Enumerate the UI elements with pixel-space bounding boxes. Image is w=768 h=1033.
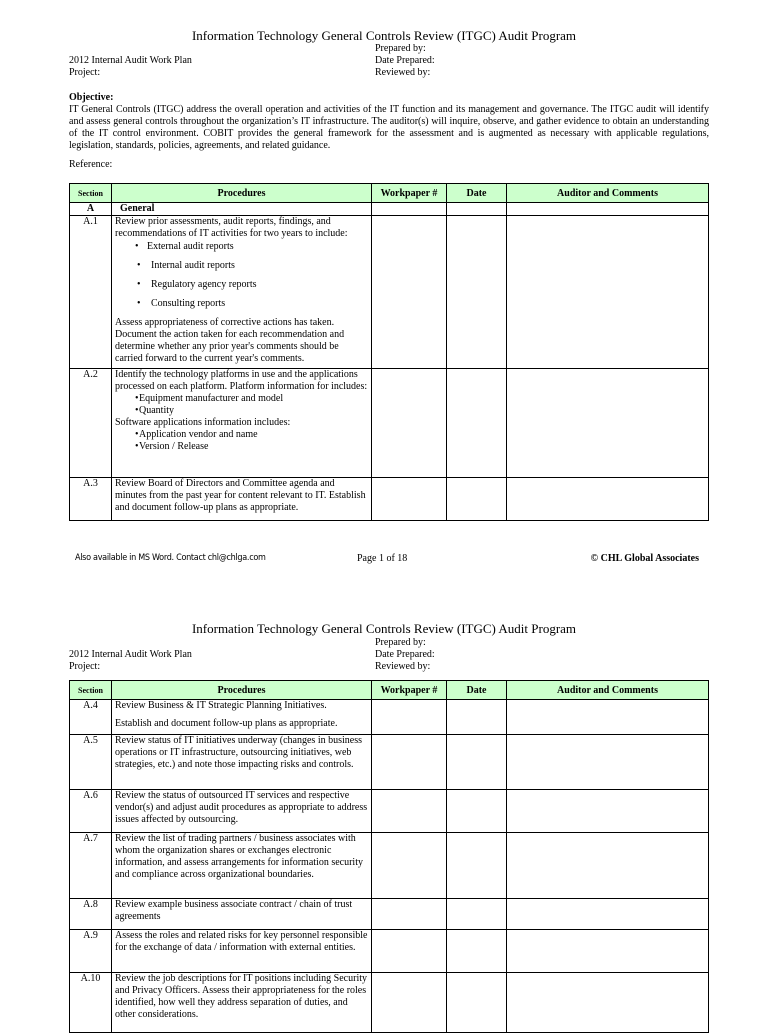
date-cell[interactable] [447,216,507,369]
section-cell: A.8 [70,899,112,930]
date-prepared-label: Date Prepared: [375,649,435,660]
section-cell: A.5 [70,735,112,790]
list-item: • Version / Release [115,441,368,453]
audit-procedures-table [69,183,709,521]
section-cell: A.10 [70,973,112,1033]
date-cell[interactable] [447,203,507,216]
table-row [70,735,709,790]
auditor-comments-header: Auditor and Comments [507,681,709,700]
page-number: Page 1 of 18 [357,553,408,564]
procedures-header: Procedures [112,681,372,700]
section-cell: A.3 [70,478,112,521]
audit-procedures-table [69,680,709,1033]
procedure-cell: Review the list of trading partners / business associates with whom the organization shares or exchanges electronic information, and assess arrangements for information security and compliance across organizational boundaries. [112,833,372,899]
table-row [70,203,709,216]
reviewed-by-label: Reviewed by: [375,67,431,78]
procedure-cell: Review Board of Directors and Committee agenda and minutes from the past year for content relevant to IT. Establish and document follow-up plans as appropriate. [112,478,372,521]
work-plan-label: 2012 Internal Audit Work Plan [69,649,192,660]
date-prepared-label: Date Prepared: [375,55,435,66]
workpaper-cell[interactable] [372,899,447,930]
work-plan-label: 2012 Internal Audit Work Plan [69,55,192,66]
date-header: Date [447,184,507,203]
section-header: Section [70,184,112,203]
date-header: Date [447,681,507,700]
workpaper-cell[interactable] [372,478,447,521]
section-cell: A [70,203,112,216]
date-cell[interactable] [447,790,507,833]
date-cell[interactable] [447,369,507,478]
comments-cell[interactable] [507,930,709,973]
comments-cell[interactable] [507,478,709,521]
plan-info [69,649,192,673]
reviewed-by-label: Reviewed by: [375,661,431,672]
procedure-cell [112,700,372,735]
procedure-cell: Assess the roles and related risks for key personnel responsible for the exchange of data / information with external entities. [112,930,372,973]
workpaper-cell[interactable] [372,790,447,833]
comments-cell[interactable] [507,735,709,790]
plan-info [69,55,192,79]
project-label: Project: [69,67,101,78]
procedure-text: Establish and document follow-up plans as appropriate. [115,718,338,729]
procedure-text: Identify the technology platforms in use and the applications processed on each platform. Platform information for includes: [115,369,368,392]
procedure-cell [112,216,372,369]
workpaper-cell[interactable] [372,700,447,735]
procedure-cell: Review example business associate contract / chain of trust agreements [112,899,372,930]
auditor-comments-header: Auditor and Comments [507,184,709,203]
list-item: • Application vendor and name [115,429,368,441]
comments-cell[interactable] [507,899,709,930]
contact-note: Also available in MS Word. Contact chl@chlga.com [75,553,266,563]
table-row [70,899,709,930]
procedure-text: Review Business & IT Strategic Planning Initiatives. [115,700,327,711]
procedure-cell: Review status of IT initiatives underway (changes in business operations or IT infrastructure, outsourcing initiatives, web strategies, etc.) and note those impacting risks and controls. [112,735,372,790]
workpaper-cell[interactable] [372,735,447,790]
workpaper-cell[interactable] [372,833,447,899]
procedure-text: Assess appropriateness of corrective actions has taken. Document the action taken for each recommendation and determine whether any prior year's comments should be carried forward to the current year's comments. [115,317,345,364]
comments-cell[interactable] [507,203,709,216]
preparer-info [375,43,435,79]
table-row [70,700,709,735]
date-cell[interactable] [447,478,507,521]
prepared-by-label: Prepared by: [375,637,426,648]
list-item: • External audit reports [115,241,368,253]
prepared-by-label: Prepared by: [375,43,426,54]
list-item: • Equipment manufacturer and model [115,393,368,405]
date-cell[interactable] [447,735,507,790]
section-cell: A.6 [70,790,112,833]
section-header: Section [70,681,112,700]
workpaper-cell[interactable] [372,203,447,216]
procedure-cell: Review the status of outsourced IT services and respective vendor(s) and adjust audit procedures as appropriate to address issues affected by outsourcing. [112,790,372,833]
section-cell: A.4 [70,700,112,735]
section-cell: A.7 [70,833,112,899]
table-row [70,930,709,973]
workpaper-cell[interactable] [372,369,447,478]
date-cell[interactable] [447,899,507,930]
section-cell: A.9 [70,930,112,973]
list-item: • Consulting reports [115,298,368,310]
table-header-row [70,681,709,700]
list-item: • Quantity [115,405,368,417]
objective-section [69,92,709,152]
comments-cell[interactable] [507,790,709,833]
procedure-cell: Review the job descriptions for IT positions including Security and Privacy Officers. Assess their appropriateness for the roles identified, how well they address separation of duties, and other considerations. [112,973,372,1033]
date-cell[interactable] [447,930,507,973]
workpaper-header: Workpaper # [372,681,447,700]
table-row [70,833,709,899]
section-cell: A.1 [70,216,112,369]
list-item: • Regulatory agency reports [115,279,368,291]
procedure-text: Software applications information includes: [115,417,291,428]
workpaper-cell[interactable] [372,216,447,369]
group-label: General [112,203,372,216]
procedures-header: Procedures [112,184,372,203]
table-row [70,216,709,369]
procedure-text: Review prior assessments, audit reports, findings, and recommendations of IT activities for two years to include: [115,216,348,239]
table-header-row [70,184,709,203]
workpaper-cell[interactable] [372,930,447,973]
table-row [70,790,709,833]
comments-cell[interactable] [507,369,709,478]
document-title: Information Technology General Controls Review (ITGC) Audit Program [191,621,577,636]
table-row [70,369,709,478]
reference-label: Reference: [69,159,113,170]
workpaper-header: Workpaper # [372,184,447,203]
objective-text: IT General Controls (ITGC) address the overall operation and activities of the IT function and its management and governance. The ITGC audit will identify and assess general controls throughout the organization’s IT infrastructure. The auditor(s) will inquire, observe, and gather evidence to obtain an understanding of the IT control environment. COBIT provides the general framework for the assessment and is augmented as necessary with applicable regulations, legislation, standards, policies, agreements, and related guidance. [69,104,709,151]
table-row [70,478,709,521]
comments-cell[interactable] [507,216,709,369]
procedure-cell [112,369,372,478]
document-title: Information Technology General Controls Review (ITGC) Audit Program [191,28,577,43]
comments-cell[interactable] [507,700,709,735]
copyright: © CHL Global Associates [590,553,699,564]
comments-cell[interactable] [507,833,709,899]
section-cell: A.2 [70,369,112,478]
project-label: Project: [69,661,101,672]
objective-label: Objective: [69,92,114,103]
list-item: • Internal audit reports [115,260,368,272]
preparer-info [375,637,435,673]
date-cell[interactable] [447,700,507,735]
date-cell[interactable] [447,833,507,899]
